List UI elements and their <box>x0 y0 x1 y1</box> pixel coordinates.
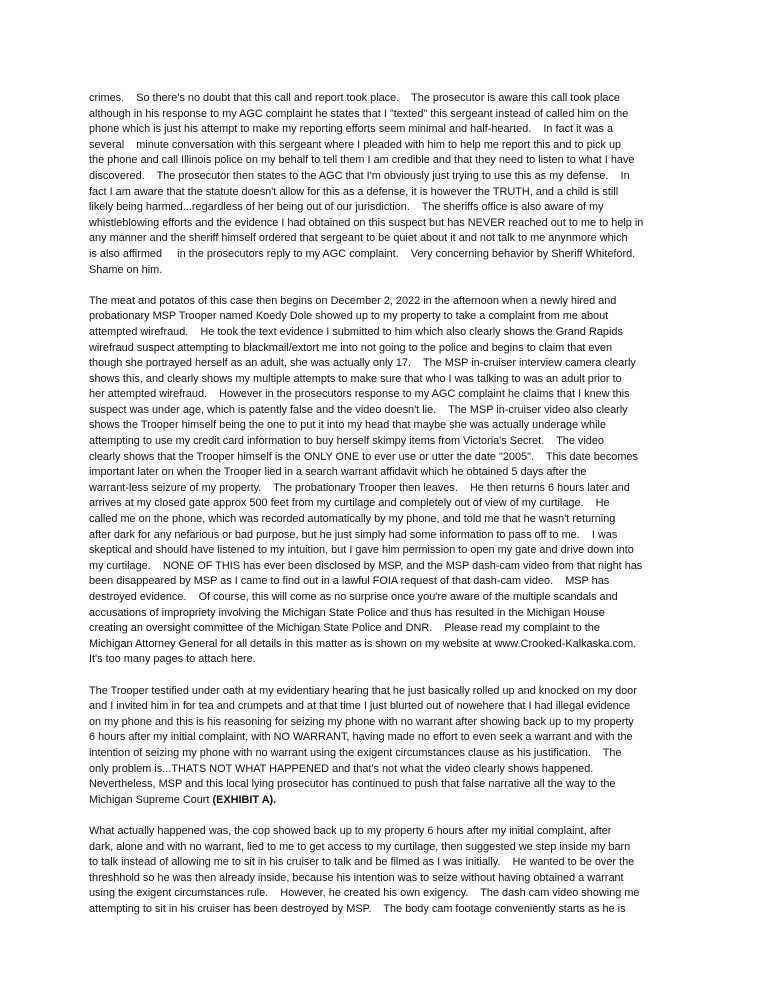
text-line: suspect was under age, which is patently false and the video doesn't lie. The MSP in-cruiser video also clearly <box>89 403 628 416</box>
text-line: called me on the phone, which was recorded automatically by my phone, and told me that he wasn't returning <box>89 513 616 526</box>
text-line: Nevertheless, MSP and this local lying prosecutor has continued to push that false narrative all the way to the <box>89 778 616 791</box>
text-line: on my phone and this is his reasoning for seizing my phone with no warrant after showing back up to my property <box>89 715 634 728</box>
document-page <box>89 91 681 933</box>
text-line: shows this, and clearly shows my multiple attempts to make sure that who I was talking to was an adult prior to <box>89 372 622 385</box>
text-line: 6 hours after my initial complaint, with NO WARRANT, having made no effort to even seek a warrant and with the <box>89 731 633 744</box>
text-line: arrives at my closed gate approx 500 feet from my curtilage and completely out of view of my curtilage. He <box>89 497 610 510</box>
text-line: attempted wirefraud. He took the text evidence I submitted to him which also clearly shows the Grand Rapids <box>89 325 623 338</box>
text-line: attempting to sit in his cruiser has been destroyed by MSP. The body cam footage conveniently starts as he is <box>89 902 626 915</box>
text-line: and I invited him in for tea and crumpets and at that time I just blurted out of nowehere that I had illegal evidence <box>89 700 631 713</box>
text-line: is also affirmed in the prosecutors reply to my AGC complaint. Very concerning behavior by Sheriff Whiteford. <box>89 247 636 260</box>
text-line: intention of seizing my phone with no warrant using the exigent circumstances clause as his justification. The <box>89 746 622 759</box>
text-line: wirefraud suspect attempting to blackmail/extort me into not going to the police and begins to claim that even <box>89 341 613 354</box>
text-line: It's too many pages to attach here. <box>89 653 256 666</box>
text-line: her attempted wirefraud. However in the prosecutors response to my AGC complaint he claims that I knew this <box>89 388 630 401</box>
text-line: after dark for any nefarious or bad purpose, but he just simply had some information to pass off to me. I was <box>89 528 618 541</box>
text-line: warrant-less seizure of my property. The probationary Trooper then leaves. He then returns 6 hours later and <box>89 481 630 494</box>
text-line: attempting to use my credit card information to buy herself skimpy items from Victoria's Secret. The video <box>89 435 604 448</box>
text-line: probationary MSP Trooper named Koedy Dole showed up to my property to take a complaint from me about <box>89 310 609 323</box>
text-line: important later on when the Trooper lied in a search warrant affidavit which he obtained 5 days after the <box>89 466 587 479</box>
text-line: clearly shows that the Trooper himself is the ONLY ONE to ever use or utter the date "2005". This date becomes <box>89 450 638 463</box>
text-line: the phone and call Illinois police on my behalf to tell them I am credible and that they need to listen to what I have <box>89 154 635 167</box>
text-line: only problem is...THATS NOT WHAT HAPPENED and that's not what the video clearly shows happened. <box>89 762 594 775</box>
exhibit-prefix-text: Michigan Supreme Court <box>89 793 213 806</box>
text-line: Shame on him. <box>89 263 163 276</box>
text-line: destroyed evidence. Of course, this will come as no surprise once you're aware of the multiple scandals and <box>89 591 618 603</box>
text-line: fact I am aware that the statute doesn't allow for this as a defense, it is however the TRUTH, and a child is still <box>89 185 619 198</box>
paragraph-what-happened <box>89 824 681 918</box>
text-line: The Trooper testified under oath at my evidentiary hearing that he just basically rolled up and knocked on my door <box>89 684 637 697</box>
text-line: accusations of impropriety involving the Michigan State Police and thus has resulted in the Michigan House <box>89 606 605 619</box>
text-line: The meat and potatos of this case then begins on December 2, 2022 in the afternoon when a newly hired and <box>89 294 617 307</box>
text-line: although in his response to my AGC complaint he states that I "texted" this sergeant instead of called him on the <box>89 107 629 120</box>
text-line: crimes. So there's no doubt that this call and report took place. The prosecutor is aware this call took place <box>89 92 620 104</box>
text-line: discovered. The prosecutor then states to the AGC that I'm obviously just trying to use this as my defense. In <box>89 169 630 182</box>
exhibit-a-reference: (EXHIBIT A). <box>212 793 277 806</box>
text-line: been disappeared by MSP as I came to find out in a lawful FOIA request of that dash-cam video. MSP has <box>89 575 610 588</box>
text-line: threshhold so he was then already inside, because his intention was to seize without having obtained a warrant <box>89 871 624 884</box>
text-line: What actually happened was, the cop showed back up to my property 6 hours after my initial complaint, after <box>89 824 612 837</box>
text-line: Michigan Attorney General for all details in this matter as is shown on my website at www.Crooked-Kalkaska.com. <box>89 637 637 650</box>
text-line: phone which is just his attempt to make my reporting efforts seem minimal and half-hearted. In fact it was a <box>89 123 614 136</box>
text-line: several minute conversation with this sergeant where I pleaded with him to help me report this and to pick up <box>89 138 622 151</box>
text-line: any manner and the sheriff himself ordered that sergeant to be quiet about it and not talk to me anynmore which <box>89 232 628 245</box>
paragraph-testimony <box>89 684 681 809</box>
text-line: skeptical and should have listened to my intuition, but I gave him permission to open my gate and drive down into <box>89 544 634 557</box>
text-line: dark, alone and with no warrant, lied to me to get access to my curtilage, then suggested we step inside my barn <box>89 840 631 853</box>
text-line-exhibit <box>89 793 681 809</box>
text-line: creating an oversight committee of the Michigan State Police and DNR. Please read my complaint to the <box>89 622 600 635</box>
text-line: shows the Trooper himself being the one to put it into my head that maybe she was actually underage while <box>89 419 607 432</box>
text-line: though she portrayed herself as an adult, she was actually only 17. The MSP in-cruiser interview camera clearly <box>89 357 636 370</box>
paragraph-sheriff-report <box>89 91 681 278</box>
text-line: using the exigent circumstances rule. However, he created his own exigency. The dash cam video showing me <box>89 887 640 900</box>
text-line: whistleblowing efforts and the evidence I had obtained on this suspect but has NEVER reached out to me to help in <box>89 216 644 229</box>
text-line: my curtilage. NONE OF THIS has ever been disclosed by MSP, and the MSP dash-cam video from that night has <box>89 559 643 572</box>
text-line: to talk instead of allowing me to sit in his cruiser to talk and be filmed as I was initially. He wanted to be over the <box>89 856 635 869</box>
text-line: likely being harmed...regardless of her being out of our jurisdiction. The sheriffs office is also aware of my <box>89 201 604 214</box>
paragraph-trooper-visit <box>89 294 681 668</box>
